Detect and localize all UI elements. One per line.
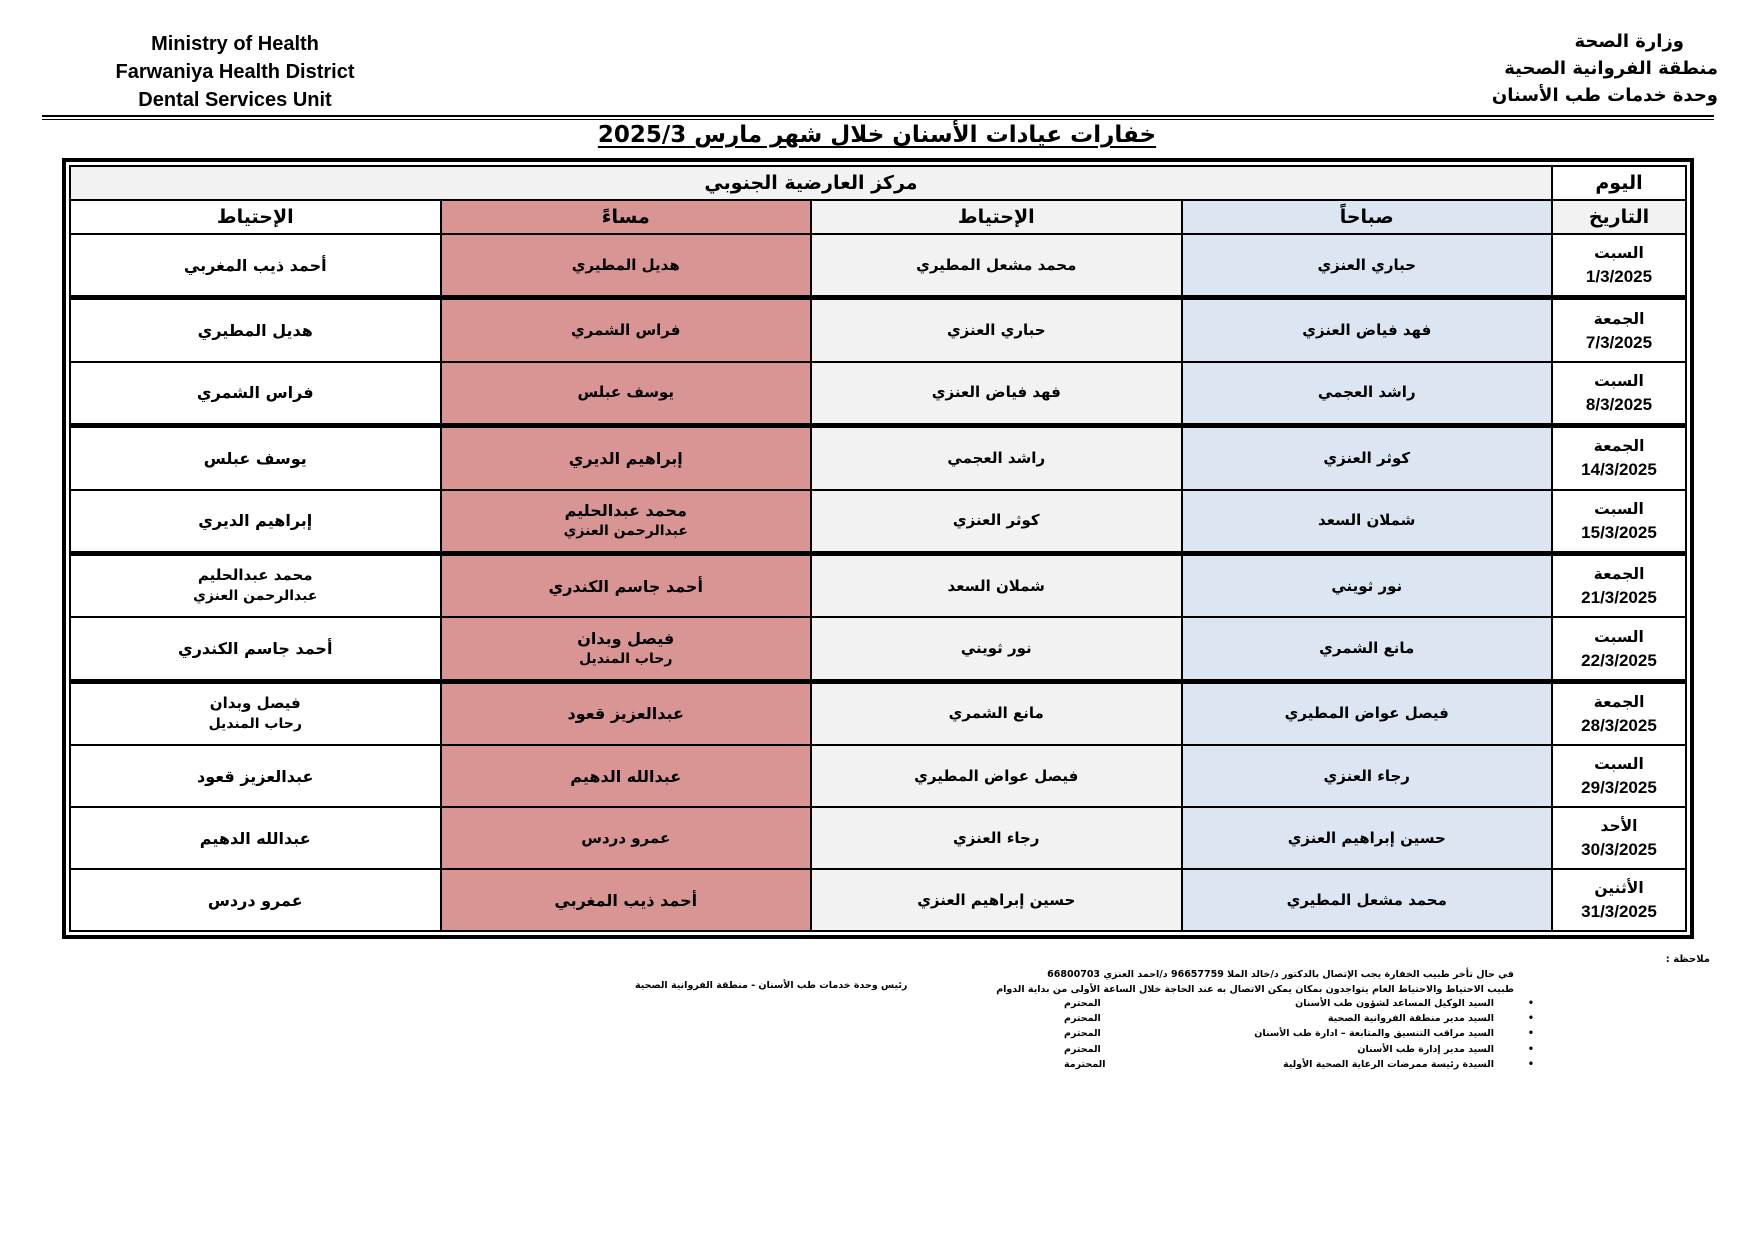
reserve-doctor-cell-text: رجاء العنزي xyxy=(953,828,1040,847)
day-date-cell-text: السبت xyxy=(1594,244,1644,263)
cc-name: السيد مدير منطقة الفروانية الصحية xyxy=(1327,1013,1494,1025)
table-row xyxy=(70,617,1686,681)
reserve-doctor-cell-text: حسين إبراهيم العنزي xyxy=(917,890,1076,909)
morning-doctor-cell xyxy=(1182,298,1553,362)
day-date-cell-text: 14/3/2025 xyxy=(1581,460,1657,480)
reserve2-doctor-cell xyxy=(70,553,441,617)
evening-doctor-cell xyxy=(441,362,812,426)
reserve-doctor-cell xyxy=(811,234,1182,298)
day-date-cell xyxy=(1552,617,1686,681)
page-title: خفارات عيادات الأسنان خلال شهر مارس 2025/3 xyxy=(597,122,1157,148)
evening-doctor-cell xyxy=(441,490,812,554)
table-row xyxy=(70,490,1686,554)
day-date-cell-text: 7/3/2025 xyxy=(1585,332,1653,352)
day-date-cell-text: الأحد xyxy=(1600,817,1638,836)
evening-header: مساءً xyxy=(441,200,812,234)
morning-doctor-cell-text: رجاء العنزي xyxy=(1323,766,1410,785)
cc-title: المحترم xyxy=(1064,1028,1101,1040)
evening-doctor-cell-text: أحمد جاسم الكندري xyxy=(548,576,703,596)
morning-doctor-cell-text: فهد فياض العنزي xyxy=(1302,321,1432,340)
reserve2-doctor-cell xyxy=(70,490,441,554)
cc-item xyxy=(1064,1042,1534,1057)
morning-doctor-cell xyxy=(1182,681,1553,745)
notes-line-1: في حال تأخر طبيب الخفارة يجب الإتصال بالدكتور د/خالد الملا 96657759 د/احمد العنزي 66800703 xyxy=(1047,969,1514,980)
evening-doctor-cell-text: فيصل وبدان xyxy=(577,628,675,648)
morning-doctor-cell xyxy=(1182,617,1553,681)
header-unit-ar: وحدة خدمات طب الأسنان xyxy=(1491,85,1718,106)
day-date-cell-text: السبت xyxy=(1594,627,1644,646)
morning-doctor-cell xyxy=(1182,490,1553,554)
table-row xyxy=(70,553,1686,617)
table-row xyxy=(70,234,1686,298)
day-date-cell xyxy=(1552,234,1686,298)
day-date-cell xyxy=(1552,490,1686,554)
morning-doctor-cell xyxy=(1182,234,1553,298)
morning-doctor-cell-text: محمد مشعل المطيري xyxy=(1286,890,1447,909)
cc-item xyxy=(1064,1057,1534,1072)
reserve-doctor-cell-text: محمد مشعل المطيري xyxy=(916,255,1077,274)
day-date-cell-text: 21/3/2025 xyxy=(1581,588,1657,608)
morning-doctor-cell-text: شملان السعد xyxy=(1318,511,1416,530)
reserve2-doctor-cell xyxy=(70,681,441,745)
evening-doctor-cell xyxy=(441,617,812,681)
reserve2-doctor-cell-text: أحمد جاسم الكندري xyxy=(178,639,333,659)
date-header: التاريخ xyxy=(1552,200,1686,234)
morning-doctor-cell xyxy=(1182,807,1553,869)
cc-name: السيد الوكيل المساعد لشؤون طب الأسنان xyxy=(1295,998,1494,1009)
morning-doctor-cell-text: راشد العجمي xyxy=(1317,383,1416,402)
signature-title: رئيس وحدة خدمات طب الأسنان - منطقة الفروانية الصحية xyxy=(635,980,908,991)
evening-doctor-cell-text: عمرو دردس xyxy=(581,828,671,847)
cc-title: المحترمة xyxy=(1064,1058,1106,1070)
evening-doctor-cell-text: عبدالعزيز قعود xyxy=(567,704,684,724)
reserve-doctor-cell-text: فيصل عواض المطيري xyxy=(914,766,1079,785)
day-date-cell-text: 22/3/2025 xyxy=(1581,650,1657,670)
evening-doctor-cell-text: عبدالرحمن العنزي xyxy=(563,522,688,539)
header-divider-thin xyxy=(42,119,1714,120)
day-date-cell-text: 1/3/2025 xyxy=(1585,267,1653,287)
day-date-cell xyxy=(1552,298,1686,362)
morning-doctor-cell xyxy=(1182,869,1553,931)
reserve-doctor-cell xyxy=(811,298,1182,362)
morning-doctor-cell xyxy=(1182,426,1553,490)
reserve-doctor-cell-text: فهد فياض العنزي xyxy=(931,383,1061,402)
reserve2-doctor-cell-text: فيصل وبدان xyxy=(209,693,301,712)
day-date-cell-text: 8/3/2025 xyxy=(1585,394,1653,414)
reserve-doctor-cell xyxy=(811,490,1182,554)
day-date-cell-text: الجمعة xyxy=(1593,437,1645,456)
morning-doctor-cell xyxy=(1182,362,1553,426)
cc-name: السيد مدير إدارة طب الأسنان xyxy=(1357,1043,1494,1055)
morning-doctor-cell xyxy=(1182,553,1553,617)
table-row xyxy=(70,362,1686,426)
table-row xyxy=(70,681,1686,745)
schedule-table xyxy=(69,165,1687,932)
header-arabic xyxy=(1298,28,1718,109)
day-date-cell-text: 29/3/2025 xyxy=(1581,778,1657,798)
evening-doctor-cell-text: فراس الشمري xyxy=(571,321,681,340)
cc-item xyxy=(1064,1026,1534,1041)
evening-doctor-cell xyxy=(441,553,812,617)
reserve2-doctor-cell-text: هديل المطيري xyxy=(197,321,313,341)
morning-doctor-cell-text: حباري العنزي xyxy=(1317,255,1417,274)
day-date-cell xyxy=(1552,426,1686,490)
day-date-cell xyxy=(1552,681,1686,745)
day-date-cell xyxy=(1552,869,1686,931)
morning-doctor-cell-text: نور ثويني xyxy=(1331,576,1403,595)
bullet-icon: • xyxy=(1527,1028,1534,1040)
morning-doctor-cell-text: كوثر العنزي xyxy=(1323,448,1411,467)
day-date-cell-text: السبت xyxy=(1594,499,1644,518)
day-date-cell-text: 15/3/2025 xyxy=(1581,522,1657,542)
header-english xyxy=(70,30,400,114)
header-district-en: Farwaniya Health District xyxy=(115,61,355,83)
notes-line-2: طبيب الاحتياط والاحتياط العام يتواجدون بمكان يمكن الاتصال به عند الحاجة خلال الساعة الأولى من بداية الدوام xyxy=(996,984,1514,995)
evening-doctor-cell xyxy=(441,869,812,931)
table-header-row-center xyxy=(70,166,1686,200)
reserve2-doctor-cell xyxy=(70,298,441,362)
cc-title: المحترم xyxy=(1064,1043,1101,1055)
reserve2-doctor-cell-text: أحمد ذيب المغربي xyxy=(183,255,327,275)
reserve-doctor-cell-text: راشد العجمي xyxy=(947,448,1046,467)
evening-doctor-cell xyxy=(441,426,812,490)
bullet-icon: • xyxy=(1527,1043,1534,1055)
reserve2-doctor-cell-text: يوسف عبلس xyxy=(203,448,307,468)
reserve2-doctor-cell xyxy=(70,869,441,931)
reserve-doctor-cell xyxy=(811,553,1182,617)
header-unit-en: Dental Services Unit xyxy=(138,89,332,111)
reserve-header: الإحتياط xyxy=(811,200,1182,234)
reserve-doctor-cell-text: نور ثويني xyxy=(960,639,1032,658)
reserve2-doctor-cell xyxy=(70,807,441,869)
cc-list xyxy=(1064,996,1534,1072)
reserve-doctor-cell xyxy=(811,681,1182,745)
reserve-doctor-cell-text: مانع الشمري xyxy=(948,704,1044,723)
table-header-row-columns xyxy=(70,200,1686,234)
reserve2-doctor-cell-text: عبدالله الدهيم xyxy=(199,828,311,848)
day-date-cell-text: السبت xyxy=(1594,755,1644,774)
day-date-cell xyxy=(1552,745,1686,807)
notes xyxy=(954,952,1710,997)
reserve-doctor-cell xyxy=(811,362,1182,426)
reserve-doctor-cell-text: كوثر العنزي xyxy=(952,511,1040,530)
morning-header: صباحاً xyxy=(1182,200,1553,234)
cc-item xyxy=(1064,996,1534,1011)
reserve-doctor-cell xyxy=(811,807,1182,869)
reserve-doctor-cell-text: حباري العنزي xyxy=(946,321,1046,340)
reserve-doctor-cell xyxy=(811,869,1182,931)
notes-label: ملاحظة : xyxy=(1665,954,1710,965)
table-row xyxy=(70,869,1686,931)
day-date-cell-text: 30/3/2025 xyxy=(1581,840,1657,860)
day-date-cell-text: الجمعة xyxy=(1593,692,1645,711)
morning-doctor-cell-text: فيصل عواض المطيري xyxy=(1284,704,1449,723)
day-date-cell-text: 31/3/2025 xyxy=(1581,902,1657,922)
evening-doctor-cell-text: عبدالله الدهيم xyxy=(570,766,682,786)
evening-doctor-cell xyxy=(441,234,812,298)
cc-name: السيد مراقب التنسيق والمتابعة – ادارة طب الأسنان xyxy=(1254,1028,1494,1040)
reserve2-doctor-cell-text: عمرو دردس xyxy=(207,890,303,910)
evening-doctor-cell xyxy=(441,298,812,362)
evening-doctor-cell xyxy=(441,681,812,745)
day-date-cell-text: السبت xyxy=(1594,371,1644,390)
center-name: مركز العارضية الجنوبي xyxy=(70,166,1552,200)
day-date-cell xyxy=(1552,807,1686,869)
reserve2-doctor-cell xyxy=(70,362,441,426)
header-ministry-ar: وزارة الصحة xyxy=(1574,31,1684,52)
schedule-table-frame xyxy=(62,158,1694,939)
header-ministry-en: Ministry of Health xyxy=(151,33,319,55)
cc-title: المحترم xyxy=(1064,998,1101,1009)
reserve-doctor-cell xyxy=(811,617,1182,681)
day-header: اليوم xyxy=(1552,166,1686,200)
reserve2-doctor-cell-text: رحاب المنديل xyxy=(208,715,302,732)
reserve2-doctor-cell xyxy=(70,234,441,298)
header-divider xyxy=(42,115,1714,117)
evening-doctor-cell-text: إبراهيم الديري xyxy=(568,448,683,468)
morning-doctor-cell-text: مانع الشمري xyxy=(1319,639,1415,658)
morning-doctor-cell xyxy=(1182,745,1553,807)
reserve2-doctor-cell-text: عبدالعزيز قعود xyxy=(197,766,314,786)
reserve2-doctor-cell-text: عبدالرحمن العنزي xyxy=(193,588,318,605)
day-date-cell xyxy=(1552,362,1686,426)
evening-doctor-cell-text: رحاب المنديل xyxy=(579,650,673,667)
bullet-icon: • xyxy=(1527,1058,1534,1070)
reserve2-doctor-cell-text: محمد عبدالحليم xyxy=(197,566,313,585)
day-date-cell-text: الأثنين xyxy=(1594,879,1644,898)
day-date-cell-text: 28/3/2025 xyxy=(1581,715,1657,735)
cc-title: المحترم xyxy=(1064,1013,1101,1025)
table-row xyxy=(70,807,1686,869)
evening-doctor-cell-text: هديل المطيري xyxy=(571,255,680,274)
bullet-icon: • xyxy=(1527,1013,1534,1025)
day-date-cell-text: الجمعة xyxy=(1593,309,1645,328)
reserve2-doctor-cell-text: فراس الشمري xyxy=(196,383,314,403)
table-row xyxy=(70,745,1686,807)
cc-name: السيدة رئيسة ممرضات الرعاية الصحية الأولية xyxy=(1282,1058,1494,1070)
evening-doctor-cell xyxy=(441,745,812,807)
evening-doctor-cell-text: يوسف عبلس xyxy=(577,383,675,402)
reserve2-doctor-cell xyxy=(70,617,441,681)
bullet-icon: • xyxy=(1527,998,1534,1009)
reserve-doctor-cell xyxy=(811,426,1182,490)
reserve2-doctor-cell-text: إبراهيم الديري xyxy=(198,511,313,531)
header-district-ar: منطقة الفروانية الصحية xyxy=(1504,58,1718,79)
reserve2-header: الإحتياط xyxy=(70,200,441,234)
reserve-doctor-cell xyxy=(811,745,1182,807)
table-row xyxy=(70,298,1686,362)
morning-doctor-cell-text: حسين إبراهيم العنزي xyxy=(1287,828,1446,847)
reserve-doctor-cell-text: شملان السعد xyxy=(947,576,1045,595)
evening-doctor-cell-text: أحمد ذيب المغربي xyxy=(554,890,698,910)
table-row xyxy=(70,426,1686,490)
reserve2-doctor-cell xyxy=(70,745,441,807)
cc-item xyxy=(1064,1011,1534,1026)
day-date-cell xyxy=(1552,553,1686,617)
evening-doctor-cell xyxy=(441,807,812,869)
reserve2-doctor-cell xyxy=(70,426,441,490)
day-date-cell-text: الجمعة xyxy=(1593,565,1645,584)
evening-doctor-cell-text: محمد عبدالحليم xyxy=(564,500,687,520)
